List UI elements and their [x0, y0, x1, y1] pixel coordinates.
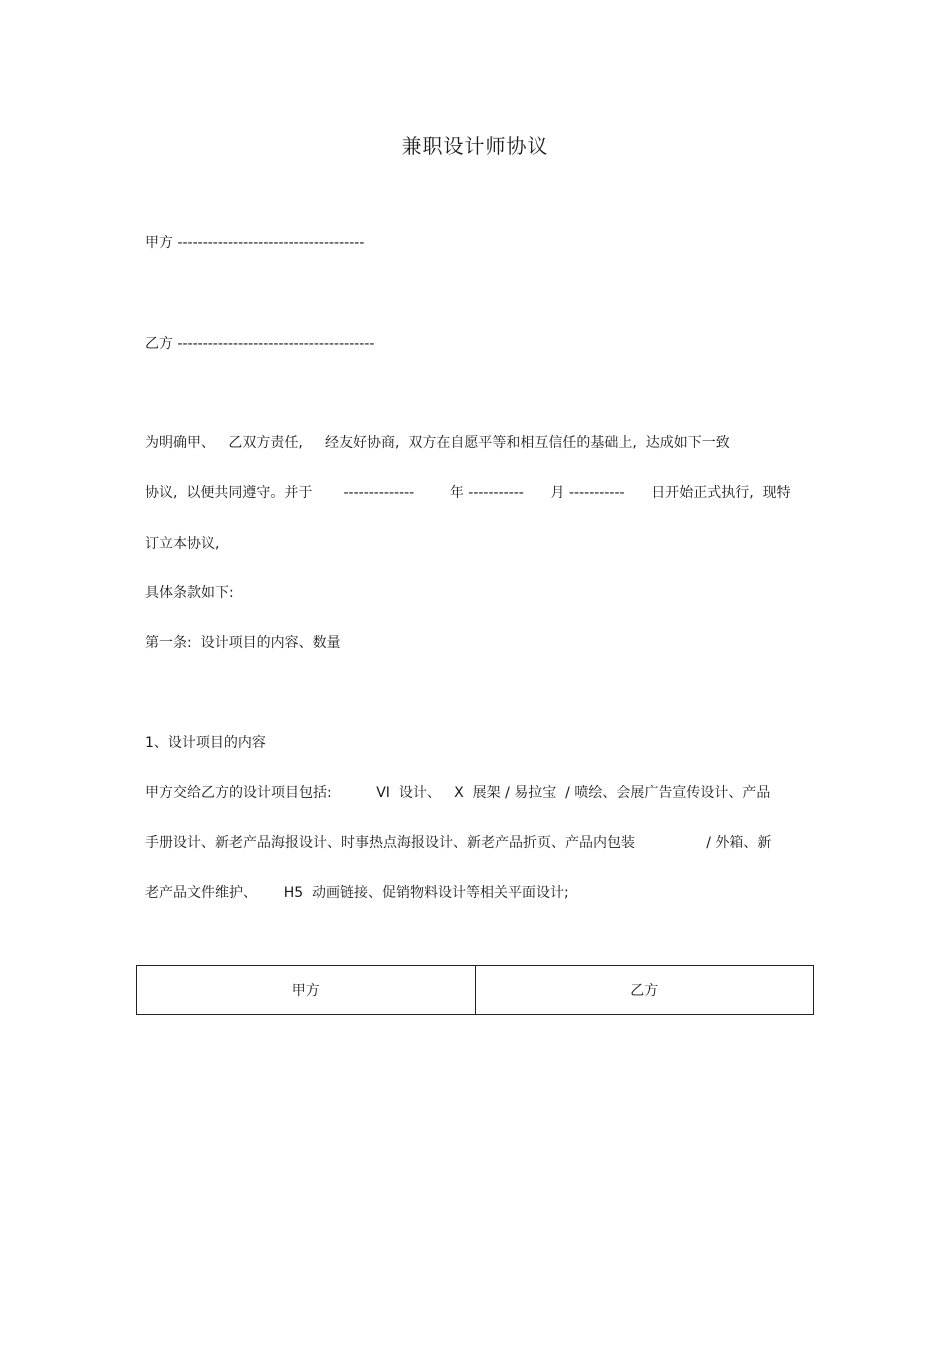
paragraph-line: 为明确甲、 乙双方责任, 经友好协商, 双方在自愿平等和相互信任的基础上, 达成如下一致	[145, 435, 730, 451]
signature-cell-party-b: 乙方	[475, 966, 814, 1014]
section-heading: 1、设计项目的内容	[145, 735, 266, 751]
article-heading: 第一条: 设计项目的内容、数量	[145, 635, 341, 651]
document-title: 兼职设计师协议	[401, 134, 549, 158]
signature-table	[136, 965, 814, 1015]
content-line: 老产品文件维护、 H5 动画链接、促销物料设计等相关平面设计;	[145, 885, 569, 901]
paragraph-line: 具体条款如下:	[145, 585, 234, 601]
content-line: 手册设计、新老产品海报设计、时事热点海报设计、新老产品折页、产品内包装 / 外箱、新	[145, 835, 772, 851]
signature-cell-party-a: 甲方	[291, 983, 320, 999]
content-line: 甲方交给乙方的设计项目包括: VI 设计、 X 展架 / 易拉宝 / 喷绘、会展广告宣传设计、产品	[145, 785, 771, 801]
paragraph-line: 协议, 以便共同遵守。并于 -------------- 年 ----------- 月 ----------- 日开始正式执行, 现特	[145, 485, 791, 501]
party-b-line: 乙方 ---------------------------------------	[145, 336, 375, 352]
paragraph-line: 订立本协议,	[145, 536, 220, 552]
party-a-line: 甲方 -------------------------------------	[145, 235, 365, 251]
